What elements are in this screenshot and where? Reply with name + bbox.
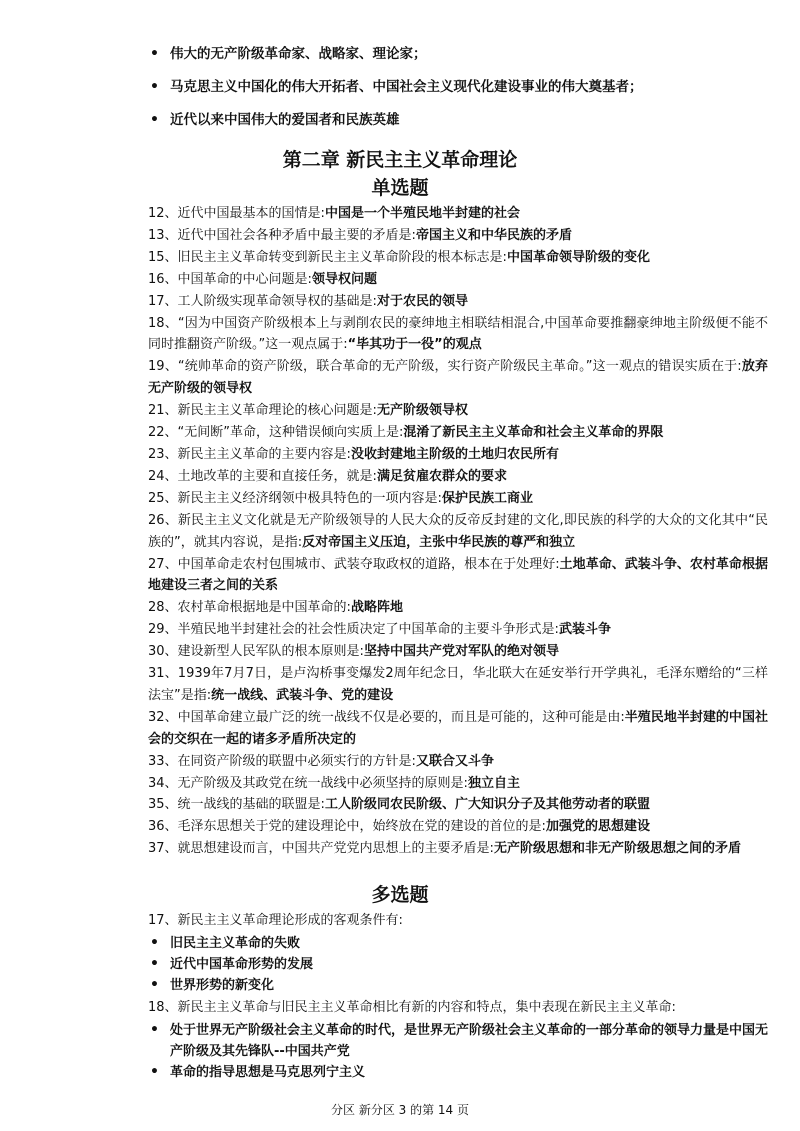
question-answer: 半殖民地半封建的中国社会的交织在一起的诸多矛盾所决定的 <box>148 709 768 747</box>
question-stem: 在同资产阶级的联盟中必须实行的方针是: <box>177 753 416 769</box>
question-answer: 无产阶级领导权 <box>376 403 468 419</box>
question-answer: 中国是一个半殖民地半封建的社会 <box>324 206 520 221</box>
question-item <box>148 773 768 795</box>
question-number: 16、 <box>148 271 178 287</box>
question-answer: 放弃无产阶级的领导权 <box>148 359 768 397</box>
single-choice-heading: 单选题 <box>371 177 429 199</box>
list-item: • 世界形势的新变化 <box>170 975 770 996</box>
question-item <box>148 203 768 225</box>
question-answer: 对于农民的领导 <box>376 293 468 309</box>
question-item <box>148 997 768 1019</box>
question-stem: 土地改革的主要和直接任务，就是: <box>177 468 377 484</box>
question-item <box>148 488 768 510</box>
question-number: 12、 <box>148 206 178 221</box>
question-answer: 保护民族工商业 <box>441 490 533 506</box>
chapter-title: 第二章 新民主主义革命理论 <box>282 149 518 171</box>
question-stem: 统一战线的基础的联盟是: <box>177 797 325 813</box>
question-number: 26、 <box>148 512 178 528</box>
list-item: • 马克思主义中国化的伟大开拓者、中国社会主义现代化建设事业的伟大奠基者； <box>170 77 643 97</box>
question-stem: 新民主主义经济纲领中极具特色的一项内容是: <box>177 490 442 506</box>
question-answer: 没收封建地主阶级的土地归农民所有 <box>350 446 559 462</box>
question-answer: 坚持中国共产党对军队的绝对领导 <box>363 644 559 660</box>
list-item: • 旧民主主义革命的失败 <box>170 933 770 954</box>
question-stem: 工人阶级实现革命领导权的基础是: <box>177 293 377 309</box>
question-item <box>148 641 768 663</box>
question-number: 17、 <box>148 913 178 928</box>
question-stem: 中国革命建立最广泛的统一战线不仅是必要的，而且是可能的，这种可能是由: <box>177 709 625 725</box>
question-item <box>148 619 768 641</box>
option-list <box>170 933 770 996</box>
question-stem: 新民主主义革命理论形成的客观条件有: <box>177 913 403 928</box>
question-number: 22、 <box>148 425 178 441</box>
question-number: 33、 <box>148 753 178 769</box>
question-stem: 新民主主义革命的主要内容是: <box>177 446 351 462</box>
question-item <box>148 910 768 932</box>
question-answer: 武装斗争 <box>558 622 611 638</box>
question-stem: 毛泽东思想关于党的建设理论中，始终放在党的建设的首位的是: <box>177 819 546 835</box>
question-item <box>148 444 768 466</box>
question-number: 29、 <box>148 622 178 638</box>
question-answer: “毕其功于一役”的观点 <box>347 337 482 353</box>
question-item <box>148 247 768 269</box>
question-item <box>148 400 768 422</box>
question-item <box>148 510 768 554</box>
list-item: • 近代中国革命形势的发展 <box>170 954 770 975</box>
multi-choice-heading: 多选题 <box>371 884 429 906</box>
list-item: • 伟大的无产阶级革命家、战略家、理论家； <box>170 44 643 64</box>
question-answer: 独立自主 <box>467 775 520 791</box>
question-number: 21、 <box>148 403 178 419</box>
question-number: 34、 <box>148 775 178 791</box>
question-number: 15、 <box>148 249 178 265</box>
question-number: 19、 <box>148 359 178 375</box>
top-bullet-list <box>170 44 643 143</box>
single-choice-list <box>148 203 768 860</box>
question-number: 35、 <box>148 797 178 813</box>
multi-choice-list <box>148 910 768 1084</box>
question-stem: 农村革命根据地是中国革命的: <box>177 600 351 616</box>
question-stem: 中国革命的中心问题是: <box>177 271 312 287</box>
list-item: • 处于世界无产阶级社会主义革命的时代，是世界无产阶级社会主义革命的一部分革命的领导力量是中国无产阶级及其先锋队--中国共产党 <box>170 1020 770 1062</box>
question-answer: 土地革命、武装斗争、农村革命根据地建设三者之间的关系 <box>148 556 768 594</box>
question-answer: 统一战线、武装斗争、党的建设 <box>211 687 394 703</box>
question-item <box>148 291 768 313</box>
question-number: 24、 <box>148 468 178 484</box>
question-item <box>148 838 768 860</box>
question-stem: 旧民主主义革命转变到新民主主义革命阶段的根本标志是: <box>177 249 507 265</box>
question-number: 25、 <box>148 490 178 506</box>
question-number: 23、 <box>148 446 178 462</box>
question-stem: 新民主主义革命与旧民主主义革命相比有新的内容和特点，集中表现在新民主主义革命: <box>177 999 676 1015</box>
question-number: 18、 <box>148 999 178 1015</box>
question-answer: 战略阵地 <box>350 600 403 616</box>
question-answer: 无产阶级思想和非无产阶级思想之间的矛盾 <box>493 841 741 857</box>
question-stem: 无产阶级及其政党在统一战线中必须坚持的原则是: <box>177 775 468 791</box>
question-item <box>148 794 768 816</box>
question-stem: 半殖民地半封建社会的社会性质决定了中国革命的主要斗争形式是: <box>177 622 559 638</box>
question-number: 31、 <box>148 666 178 682</box>
question-stem: 1939年7月7日，是卢沟桥事变爆发2周年纪念日，华北联大在延安举行开学典礼，毛泽东赠给的“三样法宝”是指: <box>148 666 768 703</box>
question-number: 30、 <box>148 644 178 660</box>
question-number: 37、 <box>148 841 178 857</box>
question-item <box>148 313 768 357</box>
question-stem: 近代中国最基本的国情是: <box>177 206 325 221</box>
question-answer: 帝国主义和中华民族的矛盾 <box>415 227 572 243</box>
option-list <box>170 1020 770 1083</box>
question-answer: 工人阶级同农民阶级、广大知识分子及其他劳动者的联盟 <box>324 797 650 813</box>
question-item <box>148 356 768 400</box>
question-number: 17、 <box>148 293 178 309</box>
question-answer: 领导权问题 <box>311 271 377 287</box>
question-number: 36、 <box>148 819 178 835</box>
question-answer: 满足贫雇农群众的要求 <box>376 468 507 484</box>
question-item <box>148 597 768 619</box>
question-stem: 中国革命走农村包围城市、武装夺取政权的道路，根本在于处理好: <box>177 556 560 572</box>
question-item <box>148 751 768 773</box>
question-stem: “因为中国资产阶级根本上与剥削农民的豪绅地主相联结相混合,中国革命要推翻豪绅地主阶级便不能不同时推翻资产阶级。”这一观点属于: <box>148 315 768 353</box>
question-number: 28、 <box>148 600 178 616</box>
question-item <box>148 422 768 444</box>
question-number: 18、 <box>148 315 178 331</box>
question-item <box>148 225 768 247</box>
question-item <box>148 466 768 488</box>
question-answer: 中国革命领导阶级的变化 <box>506 249 650 265</box>
question-item <box>148 816 768 838</box>
question-answer: 反对帝国主义压迫，主张中华民族的尊严和独立 <box>302 534 576 550</box>
list-item: • 革命的指导思想是马克思列宁主义 <box>170 1062 770 1083</box>
question-stem: 新民主主义革命理论的核心问题是: <box>177 403 377 419</box>
question-answer: 加强党的思想建设 <box>545 819 650 835</box>
question-item <box>148 269 768 291</box>
question-stem: 新民主主义文化就是无产阶级领导的人民大众的反帝反封建的文化,即民族的科学的大众的文化其中“民族的”，就其内容说，是指: <box>148 512 768 550</box>
question-item <box>148 554 768 598</box>
question-stem: 近代中国社会各种矛盾中最主要的矛盾是: <box>177 227 416 243</box>
question-number: 13、 <box>148 227 178 243</box>
question-item <box>148 663 768 707</box>
question-stem: “统帅革命的资产阶级，联合革命的无产阶级，实行资产阶级民主革命。”这一观点的错误实质在于: <box>177 359 742 375</box>
question-answer: 混淆了新民主主义革命和社会主义革命的界限 <box>403 425 664 441</box>
question-number: 27、 <box>148 556 178 572</box>
question-stem: 建设新型人民军队的根本原则是: <box>177 644 364 660</box>
question-stem: 就思想建设而言，中国共产党党内思想上的主要矛盾是: <box>177 841 494 857</box>
question-item <box>148 707 768 751</box>
question-stem: “无间断”革命，这种错误倾向实质上是: <box>177 425 404 441</box>
question-answer: 又联合又斗争 <box>415 753 494 769</box>
page-footer: 分区 新分区 3 的第 14 页 <box>331 1103 469 1117</box>
question-number: 32、 <box>148 709 178 725</box>
list-item: • 近代以来中国伟大的爱国者和民族英雄 <box>170 110 643 130</box>
